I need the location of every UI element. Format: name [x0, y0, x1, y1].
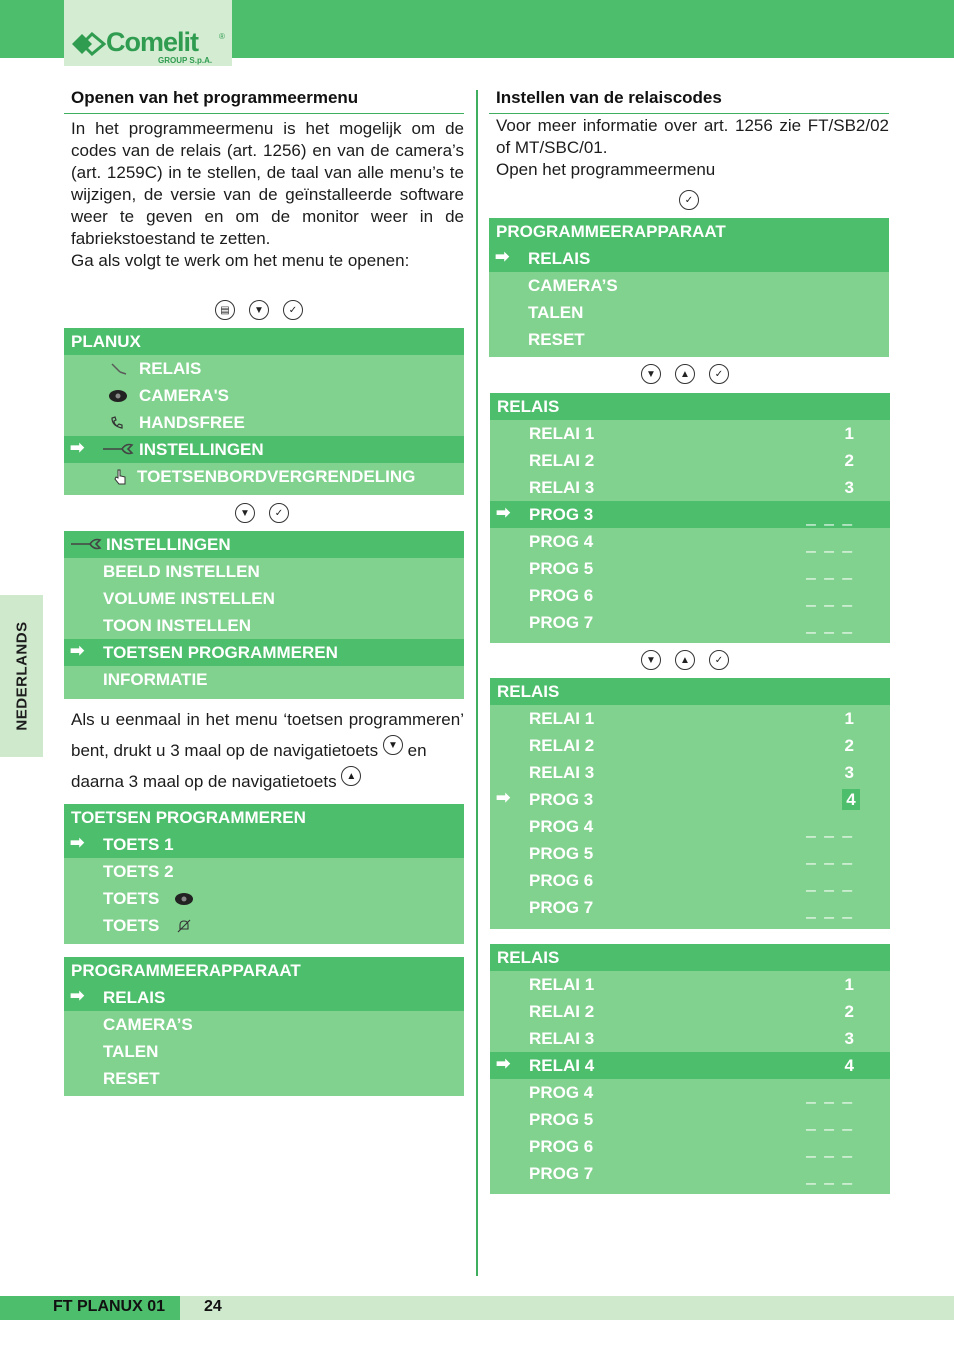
- relais-row[interactable]: RELAI 2 2: [529, 1002, 854, 1021]
- relais-row[interactable]: PROG 5 _ _ _: [529, 559, 854, 580]
- menu-item-toon[interactable]: TOON INSTELLEN: [103, 616, 251, 635]
- menu-icon: ▤: [215, 300, 235, 320]
- wrench-icon: [102, 441, 134, 461]
- menu-item-toets-bell[interactable]: TOETS: [64, 912, 464, 939]
- left-paragraph: In het programmeermenu is het mogelijk om de codes van de relais (art. 1256) en van de camera’s (art. 1259C) in te stellen, de taal van alle menu’s te wijzigen, de versie van de geïnstalleerde software weer te geven en om de monitor weer in de fabriekstoestand te zetten. Ga als volgt te werk om het menu te openen:: [71, 119, 464, 270]
- relais-row[interactable]: ➡ RELAI 4 4: [490, 1052, 890, 1079]
- menu-item-volume[interactable]: VOLUME INSTELLEN: [103, 589, 275, 608]
- relais-row[interactable]: PROG 4 _ _ _: [529, 532, 854, 553]
- relais-row[interactable]: PROG 5 _ _ _: [529, 844, 854, 865]
- right-paragraph: Voor meer informatie over art. 1256 zie FT/SB2/02 of MT/SBC/01. Open het programmeermenu: [496, 116, 889, 179]
- left-rule: [64, 113, 464, 114]
- eye-icon: [174, 891, 194, 911]
- language-tab: NEDERLANDS: [0, 595, 43, 757]
- down-arrow-icon: ▼: [235, 503, 255, 523]
- menu-item-relais[interactable]: RELAIS: [64, 355, 464, 382]
- relais-row[interactable]: PROG 4 _ _ _: [529, 817, 854, 838]
- bell-off-icon: [177, 918, 191, 938]
- menu-item-handsfree[interactable]: HANDSFREE: [64, 409, 464, 436]
- right-arrow-icon: ➡: [70, 833, 85, 852]
- menu-item-cameras[interactable]: CAMERA'S: [64, 382, 464, 409]
- right-arrow-icon: ➡: [70, 986, 85, 1005]
- relay-icon: [110, 361, 128, 381]
- up-arrow-icon: ▲: [675, 364, 695, 384]
- up-arrow-icon: ▲: [675, 650, 695, 670]
- relais-row[interactable]: RELAI 1 1: [529, 424, 854, 443]
- relais-row[interactable]: PROG 7 _ _ _: [529, 613, 854, 634]
- wrench-icon: [70, 536, 102, 556]
- menu-item-informatie[interactable]: INFORMATIE: [103, 670, 208, 689]
- hand-pointer-icon: [114, 469, 126, 490]
- value-input[interactable]: 4: [842, 789, 860, 810]
- left-heading: Openen van het programmeermenu: [71, 88, 359, 107]
- relais-menu-2: [490, 678, 890, 929]
- menu-item-talen[interactable]: TALEN: [528, 303, 584, 322]
- menu-header: RELAIS: [490, 678, 890, 705]
- menu-item-keylock[interactable]: TOETSENBORDVERGRENDELING: [64, 463, 464, 492]
- menu-item-toets-2[interactable]: TOETS 2: [103, 862, 174, 881]
- relais-row[interactable]: RELAI 3 3: [529, 478, 854, 497]
- instellingen-menu: [64, 531, 464, 699]
- relais-row[interactable]: PROG 7 _ _ _: [529, 898, 854, 919]
- brand-name: Comelit: [106, 27, 199, 57]
- menu-header: INSTELLINGEN: [64, 531, 464, 558]
- menu-item-reset[interactable]: RESET: [528, 330, 585, 349]
- menu-item-relais[interactable]: ➡ RELAIS: [489, 245, 889, 272]
- relais-menu-1: [490, 393, 890, 643]
- menu-item-relais[interactable]: ➡ RELAIS: [64, 984, 464, 1011]
- relais-row[interactable]: PROG 6 _ _ _: [529, 871, 854, 892]
- eye-icon: [108, 388, 128, 408]
- relais-row[interactable]: PROG 6 _ _ _: [529, 586, 854, 607]
- down-arrow-icon: ▼: [641, 364, 661, 384]
- relais-row[interactable]: RELAI 2 2: [529, 736, 854, 755]
- check-icon: ✓: [269, 503, 289, 523]
- right-arrow-icon: ➡: [70, 438, 85, 457]
- left-prog-menu: [64, 957, 464, 1096]
- right-prog-menu: [489, 218, 889, 357]
- registered-mark: ®: [219, 32, 225, 41]
- footer-doc-code: FT PLANUX 01: [53, 1298, 166, 1315]
- right-rule: [489, 113, 889, 114]
- relais-row[interactable]: PROG 6 _ _ _: [529, 1137, 854, 1158]
- menu-item-talen[interactable]: TALEN: [103, 1042, 159, 1061]
- menu-item-cameras[interactable]: CAMERA’S: [528, 276, 618, 295]
- nav-keys-2: [235, 503, 289, 523]
- menu-header: PROGRAMMEERAPPARAAT: [489, 218, 889, 245]
- menu-header: TOETSEN PROGRAMMEREN: [64, 804, 464, 831]
- down-arrow-icon: ▼: [249, 300, 269, 320]
- toetsen-menu: [64, 804, 464, 944]
- check-icon: ✓: [709, 650, 729, 670]
- menu-header: RELAIS: [490, 393, 890, 420]
- relais-row[interactable]: PROG 5 _ _ _: [529, 1110, 854, 1131]
- relais-row[interactable]: PROG 4 _ _ _: [529, 1083, 854, 1104]
- menu-item-instellingen[interactable]: ➡ INSTELLINGEN: [64, 436, 464, 463]
- relais-row[interactable]: PROG 7 _ _ _: [529, 1164, 854, 1185]
- brand-logo: [64, 0, 232, 66]
- relais-row[interactable]: RELAI 1 1: [529, 709, 854, 728]
- menu-header: RELAIS: [490, 944, 890, 971]
- menu-item-toets-camera[interactable]: TOETS: [64, 885, 464, 912]
- page-number: 24: [204, 1298, 222, 1315]
- column-divider: [476, 90, 478, 1276]
- menu-header: PLANUX: [64, 328, 464, 355]
- check-icon: ✓: [283, 300, 303, 320]
- relais-row[interactable]: ➡ PROG 3 _ _ _: [490, 501, 890, 528]
- relais-row[interactable]: ➡ PROG 3 4: [490, 786, 890, 813]
- menu-item-beeld[interactable]: BEELD INSTELLEN: [103, 562, 260, 581]
- relais-row[interactable]: RELAI 1 1: [529, 975, 854, 994]
- nav-keys-5: [641, 650, 729, 670]
- nav-keys-4: [641, 364, 729, 384]
- menu-item-cameras[interactable]: CAMERA’S: [103, 1015, 193, 1034]
- menu-item-toetsen[interactable]: ➡ TOETSEN PROGRAMMEREN: [64, 639, 464, 666]
- down-arrow-icon: ▼: [383, 735, 403, 755]
- right-arrow-icon: ➡: [496, 1054, 511, 1073]
- down-arrow-icon: ▼: [641, 650, 661, 670]
- menu-header: PROGRAMMEERAPPARAAT: [64, 957, 464, 984]
- right-arrow-icon: ➡: [496, 503, 511, 522]
- menu-item-reset[interactable]: RESET: [103, 1069, 160, 1088]
- right-arrow-icon: ➡: [496, 788, 511, 807]
- up-arrow-icon: ▲: [341, 766, 361, 786]
- planux-menu: [64, 328, 464, 495]
- right-arrow-icon: ➡: [70, 641, 85, 660]
- relais-row[interactable]: RELAI 2 2: [529, 451, 854, 470]
- nav-keys-3: [679, 190, 699, 210]
- logo-mark-icon: [70, 32, 106, 56]
- check-icon: ✓: [679, 190, 699, 210]
- relais-row[interactable]: RELAI 3 3: [529, 1029, 854, 1048]
- phone-icon: [110, 415, 126, 435]
- right-arrow-icon: ➡: [495, 247, 510, 266]
- relais-row[interactable]: RELAI 3 3: [529, 763, 854, 782]
- right-heading: Instellen van de relaiscodes: [496, 88, 722, 107]
- menu-item-toets-1[interactable]: ➡ TOETS 1: [64, 831, 464, 858]
- brand-sub: GROUP S.p.A.: [158, 56, 213, 65]
- relais-menu-3: [490, 944, 890, 1194]
- check-icon: ✓: [709, 364, 729, 384]
- nav-keys-1: [215, 300, 303, 320]
- instruction-text: Als u eenmaal in het menu ‘toetsen programmeren’ bent, drukt u 3 maal op de navigatietoets ▼ en daarna 3 maal op de navigatietoets ▲: [71, 710, 464, 791]
